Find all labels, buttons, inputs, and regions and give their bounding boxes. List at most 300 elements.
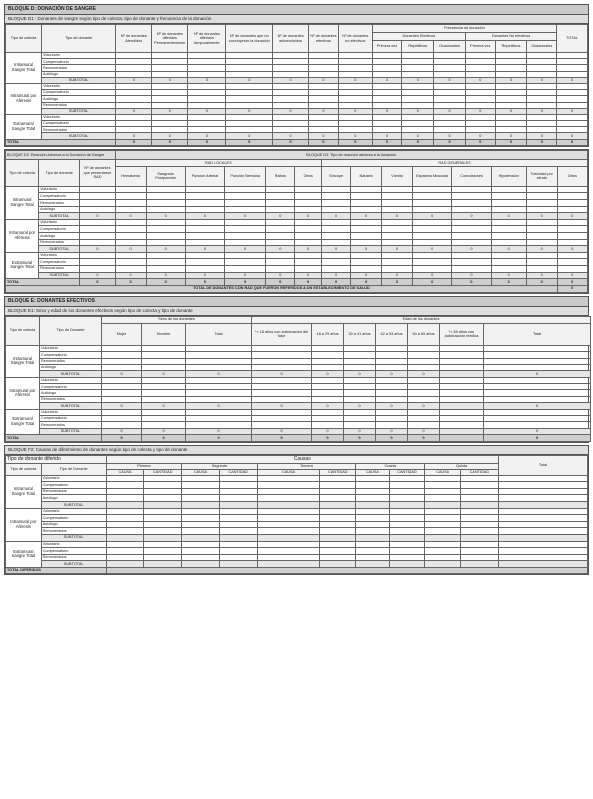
data-cell[interactable]: [413, 259, 452, 266]
data-cell[interactable]: [351, 226, 382, 233]
data-cell[interactable]: [182, 495, 220, 502]
data-cell[interactable]: [460, 515, 498, 522]
data-cell[interactable]: [182, 541, 220, 548]
group-label: Extramural Sangre Total: [6, 114, 42, 139]
data-cell[interactable]: [320, 482, 356, 489]
data-cell[interactable]: [498, 475, 587, 482]
data-cell[interactable]: [356, 482, 390, 489]
data-cell[interactable]: [557, 259, 587, 266]
total-diferidos-value: [106, 567, 587, 573]
data-cell[interactable]: [413, 186, 452, 193]
data-cell[interactable]: [182, 528, 220, 535]
data-cell[interactable]: [322, 232, 351, 239]
data-cell[interactable]: [526, 226, 557, 233]
data-cell[interactable]: [257, 482, 320, 489]
data-cell[interactable]: [413, 232, 452, 239]
data-cell[interactable]: [80, 206, 115, 213]
data-cell[interactable]: [382, 219, 413, 226]
data-cell[interactable]: [425, 488, 461, 495]
data-cell[interactable]: [382, 186, 413, 193]
data-cell[interactable]: [356, 508, 390, 515]
data-cell[interactable]: [182, 554, 220, 561]
data-cell[interactable]: [425, 475, 461, 482]
data-cell[interactable]: [351, 206, 382, 213]
data-cell[interactable]: [257, 495, 320, 502]
data-cell[interactable]: [144, 515, 182, 522]
data-cell[interactable]: [498, 548, 587, 555]
data-cell[interactable]: [498, 495, 587, 502]
data-cell[interactable]: [526, 239, 557, 246]
data-cell[interactable]: [557, 219, 587, 226]
data-cell[interactable]: [382, 239, 413, 246]
data-cell[interactable]: [257, 541, 320, 548]
data-cell[interactable]: [389, 548, 425, 555]
data-cell[interactable]: [80, 252, 115, 259]
data-cell[interactable]: [295, 232, 322, 239]
data-cell[interactable]: [389, 521, 425, 528]
data-cell[interactable]: [557, 226, 587, 233]
data-cell[interactable]: [491, 232, 526, 239]
data-cell[interactable]: [144, 554, 182, 561]
data-cell[interactable]: [80, 200, 115, 207]
data-cell[interactable]: [322, 265, 351, 272]
data-cell[interactable]: [146, 232, 185, 239]
data-cell[interactable]: [491, 252, 526, 259]
data-cell[interactable]: [115, 200, 146, 207]
data-cell[interactable]: [146, 259, 185, 266]
data-cell[interactable]: [266, 206, 295, 213]
data-cell[interactable]: [115, 239, 146, 246]
donor-type-label: Compensatorio: [42, 90, 116, 96]
data-cell[interactable]: [498, 515, 587, 522]
data-cell[interactable]: [146, 193, 185, 200]
data-cell[interactable]: [144, 548, 182, 555]
data-cell[interactable]: [106, 508, 144, 515]
data-cell[interactable]: [452, 193, 491, 200]
data-cell[interactable]: [356, 495, 390, 502]
data-cell[interactable]: [526, 219, 557, 226]
data-cell[interactable]: [322, 206, 351, 213]
data-cell[interactable]: [144, 488, 182, 495]
data-cell[interactable]: [106, 541, 144, 548]
data-cell[interactable]: [106, 475, 144, 482]
data-cell[interactable]: [146, 226, 185, 233]
subtotal-cell: 0: [372, 108, 402, 114]
data-cell[interactable]: [257, 528, 320, 535]
data-cell[interactable]: [413, 206, 452, 213]
data-cell[interactable]: [382, 193, 413, 200]
data-cell[interactable]: [351, 219, 382, 226]
data-cell[interactable]: [557, 252, 587, 259]
data-cell[interactable]: [557, 265, 587, 272]
data-cell[interactable]: [266, 239, 295, 246]
data-cell[interactable]: [144, 482, 182, 489]
data-cell[interactable]: [356, 488, 390, 495]
data-cell[interactable]: [80, 186, 115, 193]
data-cell[interactable]: [425, 508, 461, 515]
data-cell[interactable]: [115, 232, 146, 239]
data-cell[interactable]: [295, 206, 322, 213]
subtotal-cell: [257, 501, 320, 508]
data-cell[interactable]: [225, 219, 266, 226]
data-cell[interactable]: [452, 186, 491, 193]
data-cell[interactable]: [225, 186, 266, 193]
data-cell[interactable]: [452, 259, 491, 266]
data-cell[interactable]: [320, 515, 356, 522]
data-cell[interactable]: [225, 265, 266, 272]
data-cell[interactable]: [225, 200, 266, 207]
data-cell[interactable]: [219, 554, 257, 561]
data-cell[interactable]: [351, 193, 382, 200]
data-cell[interactable]: [320, 554, 356, 561]
data-cell[interactable]: [144, 508, 182, 515]
data-cell[interactable]: [460, 528, 498, 535]
data-cell[interactable]: [356, 541, 390, 548]
data-cell[interactable]: [460, 548, 498, 555]
data-cell[interactable]: [80, 232, 115, 239]
data-cell[interactable]: [557, 232, 587, 239]
data-cell[interactable]: [452, 239, 491, 246]
data-cell[interactable]: [498, 508, 587, 515]
data-cell[interactable]: [225, 206, 266, 213]
data-cell[interactable]: [356, 515, 390, 522]
data-cell[interactable]: [266, 252, 295, 259]
data-cell[interactable]: [144, 528, 182, 535]
data-cell[interactable]: [182, 508, 220, 515]
data-cell[interactable]: [356, 528, 390, 535]
data-cell[interactable]: [526, 186, 557, 193]
data-cell[interactable]: [182, 475, 220, 482]
data-cell[interactable]: [185, 265, 224, 272]
data-cell[interactable]: [413, 265, 452, 272]
data-cell[interactable]: [413, 252, 452, 259]
data-cell[interactable]: [351, 259, 382, 266]
data-cell[interactable]: [491, 265, 526, 272]
data-cell[interactable]: [295, 200, 322, 207]
data-cell[interactable]: [452, 252, 491, 259]
data-cell[interactable]: [491, 226, 526, 233]
data-cell[interactable]: [389, 475, 425, 482]
data-cell[interactable]: [460, 521, 498, 528]
data-cell[interactable]: [115, 219, 146, 226]
data-cell[interactable]: [219, 475, 257, 482]
data-cell[interactable]: [452, 265, 491, 272]
data-cell[interactable]: [182, 482, 220, 489]
block-e1-body: [6, 345, 591, 441]
data-cell[interactable]: [356, 554, 390, 561]
subtotal-cell: [498, 534, 587, 541]
data-cell[interactable]: [266, 232, 295, 239]
data-cell[interactable]: [80, 219, 115, 226]
data-cell[interactable]: [460, 475, 498, 482]
data-cell[interactable]: [106, 554, 144, 561]
data-cell[interactable]: [115, 206, 146, 213]
data-cell[interactable]: [295, 252, 322, 259]
data-cell[interactable]: [295, 193, 322, 200]
data-cell[interactable]: [106, 488, 144, 495]
data-cell[interactable]: [425, 548, 461, 555]
data-cell[interactable]: [146, 239, 185, 246]
data-cell[interactable]: [526, 232, 557, 239]
data-cell[interactable]: [491, 206, 526, 213]
data-cell[interactable]: [322, 193, 351, 200]
data-cell[interactable]: [185, 206, 224, 213]
data-cell[interactable]: [382, 252, 413, 259]
data-cell[interactable]: [266, 265, 295, 272]
data-cell[interactable]: [425, 528, 461, 535]
data-cell[interactable]: [460, 495, 498, 502]
data-cell[interactable]: [225, 239, 266, 246]
data-cell[interactable]: [257, 554, 320, 561]
data-cell[interactable]: [182, 521, 220, 528]
data-cell[interactable]: [295, 239, 322, 246]
data-cell[interactable]: [413, 226, 452, 233]
data-cell[interactable]: [557, 239, 587, 246]
data-cell[interactable]: [185, 226, 224, 233]
data-cell[interactable]: [219, 515, 257, 522]
data-cell[interactable]: [389, 541, 425, 548]
data-cell[interactable]: [389, 508, 425, 515]
data-cell[interactable]: [225, 259, 266, 266]
data-cell[interactable]: [115, 186, 146, 193]
data-cell[interactable]: [491, 219, 526, 226]
data-cell[interactable]: [146, 265, 185, 272]
donor-type-label: Voluntario: [40, 377, 102, 383]
data-cell[interactable]: [322, 226, 351, 233]
data-cell[interactable]: [460, 554, 498, 561]
data-cell[interactable]: [182, 548, 220, 555]
data-cell[interactable]: [182, 488, 220, 495]
data-cell[interactable]: [452, 200, 491, 207]
data-cell[interactable]: [185, 259, 224, 266]
subtotal-cell: [144, 561, 182, 568]
data-cell[interactable]: [182, 515, 220, 522]
data-cell[interactable]: [146, 206, 185, 213]
data-cell[interactable]: [185, 219, 224, 226]
data-cell[interactable]: [266, 226, 295, 233]
data-cell[interactable]: [219, 528, 257, 535]
data-cell[interactable]: [322, 252, 351, 259]
data-cell[interactable]: [320, 488, 356, 495]
data-cell[interactable]: [389, 482, 425, 489]
data-cell[interactable]: [498, 541, 587, 548]
data-cell[interactable]: [80, 259, 115, 266]
data-cell[interactable]: [452, 219, 491, 226]
data-cell[interactable]: [257, 521, 320, 528]
data-cell[interactable]: [425, 554, 461, 561]
data-cell[interactable]: [115, 252, 146, 259]
data-cell[interactable]: [115, 265, 146, 272]
data-cell[interactable]: [382, 265, 413, 272]
data-cell[interactable]: [356, 521, 390, 528]
data-cell[interactable]: [498, 554, 587, 561]
data-cell[interactable]: [144, 541, 182, 548]
data-cell[interactable]: [351, 232, 382, 239]
data-cell[interactable]: [382, 259, 413, 266]
data-cell[interactable]: [144, 475, 182, 482]
data-cell[interactable]: [322, 239, 351, 246]
data-cell[interactable]: [146, 186, 185, 193]
data-cell[interactable]: [295, 219, 322, 226]
data-cell[interactable]: [320, 548, 356, 555]
data-cell[interactable]: [257, 488, 320, 495]
data-cell[interactable]: [452, 206, 491, 213]
data-cell[interactable]: [413, 239, 452, 246]
data-cell[interactable]: [219, 548, 257, 555]
data-cell[interactable]: [382, 206, 413, 213]
data-cell[interactable]: [498, 482, 587, 489]
data-cell[interactable]: [413, 193, 452, 200]
data-cell[interactable]: [115, 259, 146, 266]
data-cell[interactable]: [389, 554, 425, 561]
data-cell[interactable]: [146, 252, 185, 259]
data-cell[interactable]: [351, 265, 382, 272]
data-cell[interactable]: [266, 219, 295, 226]
data-cell[interactable]: [356, 475, 390, 482]
data-cell[interactable]: [106, 515, 144, 522]
data-cell[interactable]: [413, 219, 452, 226]
data-cell[interactable]: [295, 186, 322, 193]
data-cell[interactable]: [557, 186, 587, 193]
data-cell[interactable]: [106, 521, 144, 528]
data-cell[interactable]: [320, 495, 356, 502]
data-cell[interactable]: [225, 226, 266, 233]
data-cell[interactable]: [382, 226, 413, 233]
data-cell[interactable]: [389, 495, 425, 502]
data-cell[interactable]: [382, 232, 413, 239]
data-cell[interactable]: [185, 252, 224, 259]
data-cell[interactable]: [498, 521, 587, 528]
data-cell[interactable]: [320, 541, 356, 548]
data-cell[interactable]: [144, 521, 182, 528]
data-cell[interactable]: [115, 226, 146, 233]
data-cell[interactable]: [413, 200, 452, 207]
data-cell[interactable]: [80, 265, 115, 272]
data-cell[interactable]: [351, 200, 382, 207]
data-cell[interactable]: [491, 200, 526, 207]
data-cell[interactable]: [257, 508, 320, 515]
data-cell[interactable]: [219, 521, 257, 528]
data-cell[interactable]: [491, 239, 526, 246]
data-cell[interactable]: [322, 219, 351, 226]
data-cell[interactable]: [80, 193, 115, 200]
data-cell[interactable]: [115, 193, 146, 200]
data-cell[interactable]: [266, 200, 295, 207]
data-cell[interactable]: [225, 193, 266, 200]
subtotal-cell: 0: [115, 246, 146, 253]
data-cell[interactable]: [295, 265, 322, 272]
data-cell[interactable]: [219, 508, 257, 515]
data-cell[interactable]: [257, 475, 320, 482]
data-cell[interactable]: [452, 226, 491, 233]
donor-type-label: Remunerados: [42, 65, 116, 71]
data-cell[interactable]: [491, 193, 526, 200]
data-cell[interactable]: [225, 232, 266, 239]
data-cell[interactable]: [295, 259, 322, 266]
data-cell[interactable]: [389, 515, 425, 522]
data-cell[interactable]: [425, 521, 461, 528]
data-cell[interactable]: [320, 528, 356, 535]
data-cell[interactable]: [425, 541, 461, 548]
data-cell[interactable]: [351, 239, 382, 246]
data-cell[interactable]: [491, 186, 526, 193]
data-cell[interactable]: [144, 495, 182, 502]
data-cell[interactable]: [185, 239, 224, 246]
data-cell[interactable]: [382, 200, 413, 207]
data-cell[interactable]: [322, 259, 351, 266]
data-cell[interactable]: [266, 186, 295, 193]
data-cell[interactable]: [526, 259, 557, 266]
data-cell[interactable]: [295, 226, 322, 233]
data-cell[interactable]: [185, 193, 224, 200]
data-cell[interactable]: [219, 482, 257, 489]
data-cell[interactable]: [356, 548, 390, 555]
data-cell[interactable]: [257, 515, 320, 522]
data-cell[interactable]: [322, 200, 351, 207]
data-cell[interactable]: [460, 541, 498, 548]
data-cell[interactable]: [526, 252, 557, 259]
data-cell[interactable]: [351, 252, 382, 259]
data-cell[interactable]: [80, 239, 115, 246]
data-cell[interactable]: [266, 193, 295, 200]
data-cell[interactable]: [460, 488, 498, 495]
data-cell[interactable]: [425, 495, 461, 502]
data-cell[interactable]: [146, 219, 185, 226]
data-cell[interactable]: [320, 508, 356, 515]
data-cell[interactable]: [146, 200, 185, 207]
data-cell[interactable]: [225, 252, 266, 259]
donor-type-label: Autólogo: [42, 96, 116, 102]
data-cell[interactable]: [185, 200, 224, 207]
data-cell[interactable]: [257, 548, 320, 555]
data-cell[interactable]: [526, 206, 557, 213]
data-cell[interactable]: [320, 475, 356, 482]
data-cell[interactable]: [106, 528, 144, 535]
data-cell[interactable]: [460, 508, 498, 515]
data-cell[interactable]: [452, 232, 491, 239]
data-cell[interactable]: [106, 482, 144, 489]
data-cell[interactable]: [219, 488, 257, 495]
data-cell[interactable]: [491, 259, 526, 266]
data-cell[interactable]: [351, 186, 382, 193]
data-cell[interactable]: [460, 482, 498, 489]
data-cell[interactable]: [526, 200, 557, 207]
data-cell[interactable]: [185, 186, 224, 193]
data-cell[interactable]: [498, 528, 587, 535]
data-cell[interactable]: [425, 482, 461, 489]
data-cell[interactable]: [526, 265, 557, 272]
data-cell[interactable]: [557, 206, 587, 213]
data-cell[interactable]: [80, 226, 115, 233]
data-cell[interactable]: [106, 495, 144, 502]
data-cell[interactable]: [320, 521, 356, 528]
data-cell[interactable]: [219, 541, 257, 548]
data-cell[interactable]: [498, 488, 587, 495]
data-cell[interactable]: [557, 193, 587, 200]
data-cell[interactable]: [219, 495, 257, 502]
data-cell[interactable]: [526, 193, 557, 200]
data-cell[interactable]: [425, 515, 461, 522]
data-cell[interactable]: [557, 200, 587, 207]
data-cell[interactable]: [389, 488, 425, 495]
data-cell[interactable]: [266, 259, 295, 266]
data-cell[interactable]: [322, 186, 351, 193]
data-cell[interactable]: [389, 528, 425, 535]
subtotal-cell: [389, 501, 425, 508]
subtotal-cell: 0: [526, 246, 557, 253]
data-cell[interactable]: [185, 232, 224, 239]
data-cell[interactable]: [106, 548, 144, 555]
